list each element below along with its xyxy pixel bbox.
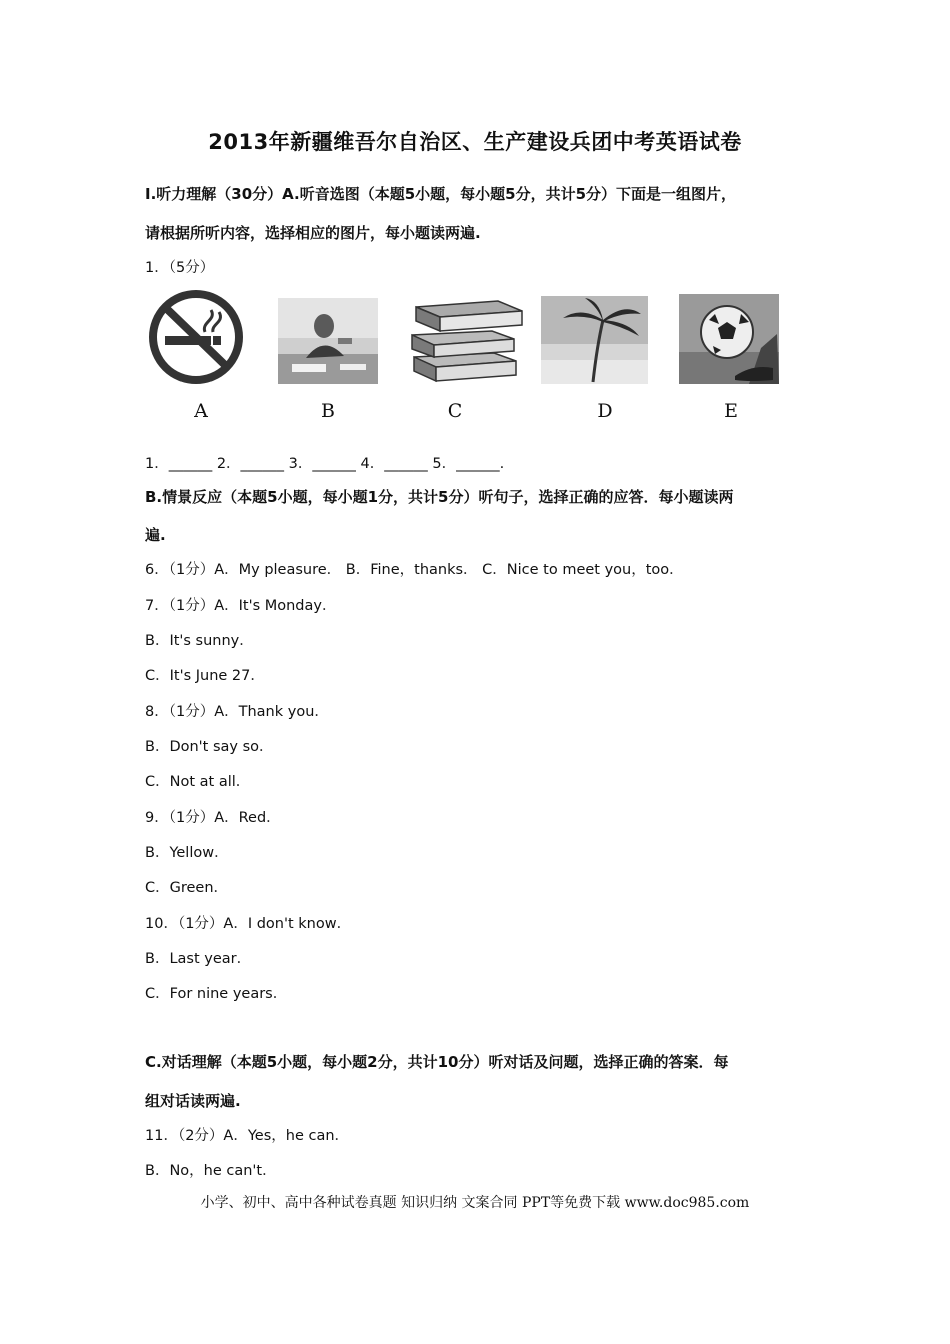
no-smoking-sign-icon: [145, 288, 247, 386]
question-11: 11．（2分）A．Yes，he can．: [145, 1128, 350, 1144]
question-8-option-c: C．Not at all．: [145, 774, 251, 790]
man-at-desk-photo: [278, 298, 378, 384]
section1-heading-line1: Ⅰ.听力理解（30分）A.听音选图（本题5小题，每小题5分，共计5分）下面是一组图片，: [145, 185, 737, 203]
question-10-option-b: B．Last year．: [145, 951, 252, 967]
question-9-option-b: B．Yellow．: [145, 845, 229, 861]
answer-blanks: 1．______ 2．______ 3．______ 4．______ 5．______.: [145, 456, 505, 472]
palm-tree-beach-photo: [541, 296, 648, 384]
question-7: 7．（1分）A．It's Monday．: [145, 598, 337, 614]
question-11-option-b: B．No，he can't．: [145, 1163, 277, 1179]
football-kick-photo: [679, 294, 779, 384]
sectionC-heading-line2: 组对话读两遍.: [145, 1092, 241, 1110]
question-1-label: 1．（5分）: [145, 260, 215, 276]
question-6: 6．（1分）A．My pleasure． B．Fine，thanks． C．Nice to meet you，too．: [145, 562, 684, 578]
page-title: 2013年新疆维吾尔自治区、生产建设兵团中考英语试卷: [208, 130, 742, 154]
picture-b-label: B: [321, 400, 335, 422]
picture-e-label: E: [724, 400, 738, 422]
question-7-option-c: C．It's June 27．: [145, 668, 265, 684]
section1-heading-line2: 请根据所听内容，选择相应的图片，每小题读两遍.: [145, 224, 481, 242]
question-7-option-b: B．It's sunny．: [145, 633, 254, 649]
books-stack-icon: [408, 295, 526, 385]
picture-d-label: D: [597, 400, 613, 422]
sectionB-heading-line1: B.情景反应（本题5小题，每小题1分，共计5分）听句子，选择正确的应答．每小题读两: [145, 488, 734, 506]
question-9-option-c: C．Green．: [145, 880, 229, 896]
question-8: 8．（1分）A．Thank you．: [145, 704, 329, 720]
question-10: 10．（1分）A．I don't know．: [145, 916, 352, 932]
page-footer: 小学、初中、高中各种试卷真题 知识归纳 文案合同 PPT等免费下载 www.doc985.com: [200, 1195, 750, 1211]
question-10-option-c: C．For nine years．: [145, 986, 288, 1002]
picture-a-label: A: [194, 400, 208, 422]
question-9: 9．（1分）A．Red．: [145, 810, 281, 826]
picture-c-label: C: [447, 400, 463, 422]
sectionC-heading-line1: C.对话理解（本题5小题，每小题2分，共计10分）听对话及问题，选择正确的答案．每: [145, 1053, 729, 1071]
sectionB-heading-line2: 遍.: [145, 526, 166, 544]
question-8-option-b: B．Don't say so．: [145, 739, 274, 755]
